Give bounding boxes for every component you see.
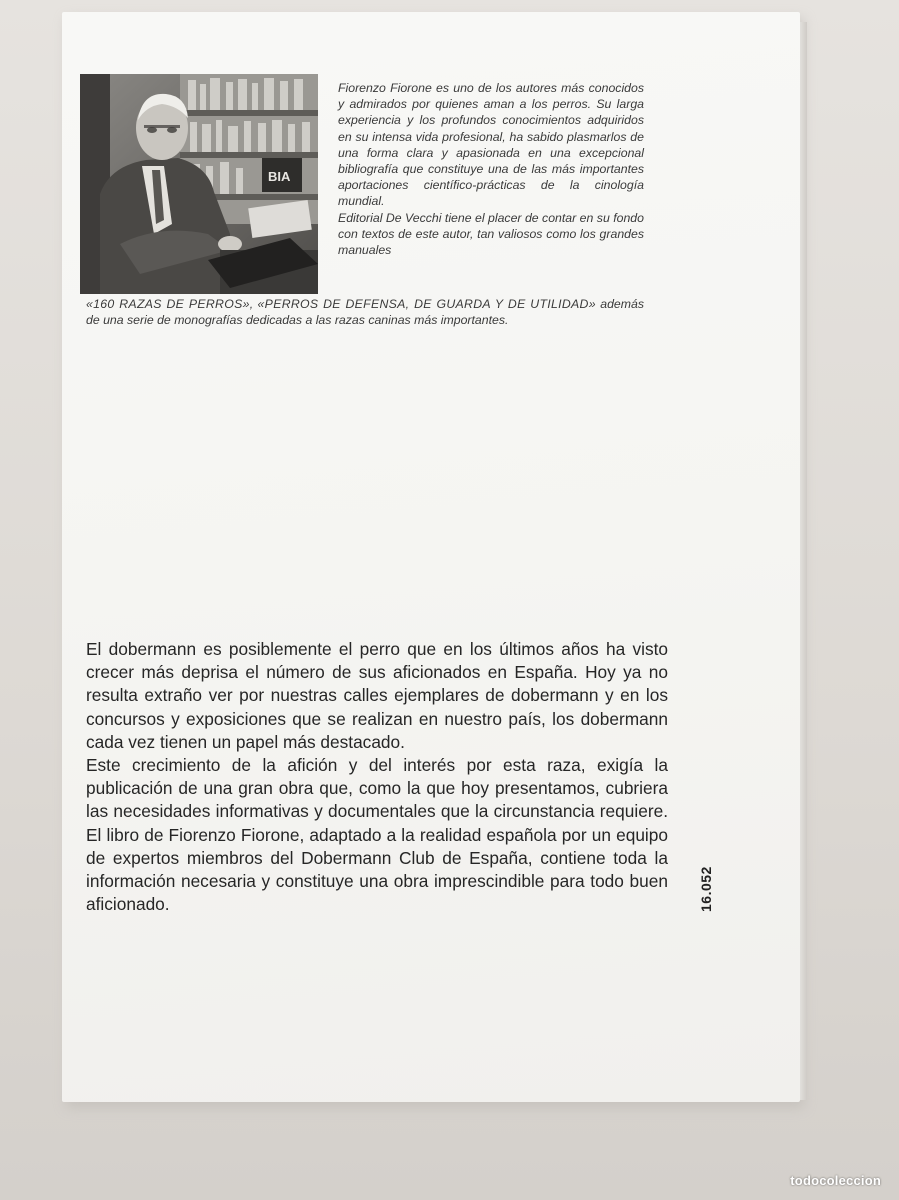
author-photo	[80, 74, 318, 294]
author-bio-text: Fiorenzo Fiorone es uno de los autores más conocidos y admirados por quienes aman a los perros. Su larga experiencia y los profundos conocimientos adquiridos en su intensa vida profesional, ha sabido plasmarlos de una forma clara y apasionada en una excepcional bibliografía que constituye una de las más importantes aportaciones científico-prácticas de la cinología mundial.	[338, 81, 644, 209]
author-bio	[338, 80, 644, 258]
book-blurb	[86, 638, 668, 916]
work-title-2: «PERROS DE DEFENSA, DE GUARDA Y DE UTILIDAD»	[257, 297, 596, 311]
author-works	[86, 296, 644, 328]
watermark: todocoleccion	[790, 1173, 881, 1188]
works-separator: ,	[249, 297, 258, 311]
editorial-text: Editorial De Vecchi tiene el placer de contar en su fondo con textos de este autor, tan valiosos como los grandes manuales	[338, 210, 644, 258]
author-photo-illustration	[80, 74, 318, 294]
works-rest: además de una serie de monografías dedicadas a las razas caninas más importantes.	[86, 297, 644, 328]
blurb-paragraph-2: Este crecimiento de la afición y del interés por esta raza, exigía la publicación de una gran obra que, como la que hoy presentamos, cubriera las necesidades informativas y documentales que la circunstancia requiere. El libro de Fiorenzo Fiorone, adaptado a la realidad española por un equipo de expertos miembros del Dobermann Club de España, contiene toda la información necesaria y constituye una obra imprescindible para todo buen aficionado.	[86, 755, 668, 915]
blurb-paragraph-1: El dobermann es posiblemente el perro que en los últimos años ha visto crecer más deprisa el número de sus aficionados en España. Hoy ya no resulta extraño ver por nuestras calles ejemplares de dobermann y en los concursos y exposiciones que se realizan en nuestro país, los dobermann cada vez tienen un papel más destacado.	[86, 639, 668, 752]
catalog-code: 16.052	[698, 866, 714, 912]
photo-book-label: BIA	[268, 169, 291, 184]
work-title-1: «160 RAZAS DE PERROS»	[86, 297, 250, 311]
